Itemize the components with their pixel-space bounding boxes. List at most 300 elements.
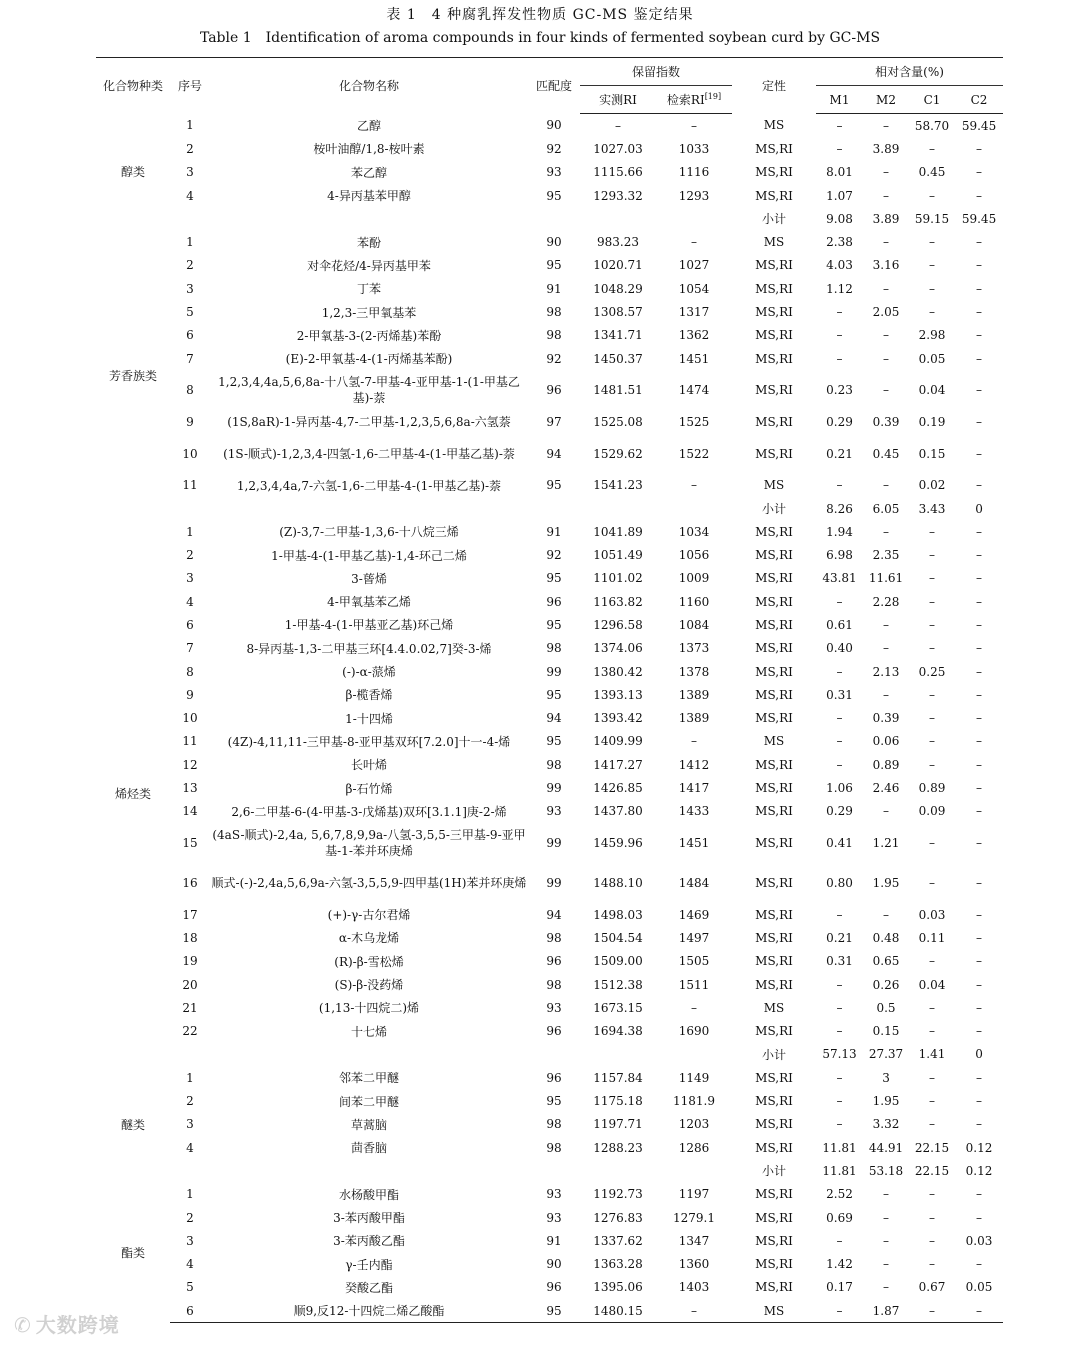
cell-c1: – — [929, 141, 936, 156]
cell-name: (1S,8aR)-1-异丙基-4,7-二甲基-1,2,3,5,6,8a-六氢萘 — [227, 415, 511, 430]
empty-cell — [656, 1043, 732, 1066]
cell-match: 95 — [546, 478, 562, 493]
cell-ri_ref: 1054 — [678, 281, 710, 296]
cell-ri_ref: 1373 — [678, 641, 710, 656]
cell-name: 癸酸乙酯 — [344, 1280, 393, 1295]
cell-no: 1 — [186, 1187, 194, 1202]
cell-name: β-石竹烯 — [345, 781, 393, 796]
cell-c2: – — [976, 876, 983, 891]
cell-m2: 0.48 — [872, 930, 900, 945]
cell-name: α-木乌龙烯 — [338, 931, 400, 946]
cell-c1: – — [929, 836, 936, 851]
table-row — [96, 434, 1003, 474]
cell-ri_ref: – — [691, 235, 697, 250]
cell-m2: 0.39 — [872, 414, 900, 429]
cell-ri_ref: 1149 — [678, 1070, 710, 1085]
cell-c2: – — [976, 141, 983, 156]
cell-c1: – — [929, 1094, 936, 1109]
cell-ri: 1488.10 — [593, 876, 643, 891]
cell-ri_ref: 1279.1 — [673, 1210, 715, 1225]
cell-ri: 1694.38 — [593, 1024, 643, 1039]
cell-match: 94 — [546, 446, 562, 461]
cell-c1: – — [929, 548, 936, 563]
cell-no: 4 — [186, 1140, 194, 1155]
category-cell: 酯类 — [120, 1246, 145, 1261]
cell-no: 1 — [186, 524, 194, 539]
cell-match: 93 — [546, 804, 562, 819]
cell-m1: – — [836, 118, 843, 133]
cell-c1: – — [929, 641, 936, 656]
cell-ri: 1437.80 — [593, 804, 643, 819]
cell-c2: 59.45 — [961, 118, 997, 133]
cell-name: 间苯二甲醚 — [338, 1094, 399, 1109]
cell-c1: 0.15 — [918, 446, 946, 461]
cell-ri: 1288.23 — [593, 1140, 643, 1155]
cell-c1: – — [929, 687, 936, 702]
cell-c1: 0.04 — [918, 383, 946, 398]
cell-no: 10 — [182, 446, 198, 461]
cell-no: 12 — [182, 757, 198, 772]
cell-ri: 1020.71 — [593, 258, 643, 273]
cell-name: 2-甲氧基-3-(2-丙烯基)苯酚 — [296, 328, 442, 343]
table-row — [96, 1206, 1003, 1229]
table-row — [96, 926, 1003, 949]
cell-no: 1 — [186, 1070, 194, 1085]
empty-cell — [210, 1043, 528, 1066]
cell-ri: 1393.13 — [593, 687, 643, 702]
cell-no: 16 — [182, 876, 198, 891]
cell-match: 98 — [546, 757, 562, 772]
table-row — [96, 1020, 1003, 1043]
cell-match: 96 — [546, 383, 562, 398]
cell-c2: – — [976, 687, 983, 702]
cell-c2: – — [976, 548, 983, 563]
table-row — [96, 567, 1003, 590]
cell-match: 96 — [546, 594, 562, 609]
cell-m1: 0.31 — [826, 954, 853, 969]
cell-ri: 1157.84 — [593, 1070, 643, 1085]
cell-id: MS,RI — [755, 1117, 793, 1132]
cell-match: 98 — [546, 305, 562, 320]
cell-c1: 0.11 — [918, 930, 946, 945]
table-row — [96, 1229, 1003, 1252]
cell-m2: – — [883, 351, 890, 366]
cell-ri_ref: 1160 — [678, 594, 710, 609]
cell-no: 7 — [186, 641, 194, 656]
cell-m1: 6.98 — [826, 548, 853, 563]
table-row — [96, 637, 1003, 660]
subtotal-c1: 22.15 — [914, 1163, 950, 1178]
cell-no: 5 — [186, 305, 194, 320]
cell-m1: 8.01 — [826, 165, 853, 180]
cell-match: 93 — [546, 1210, 562, 1225]
cell-ri: 1296.58 — [593, 617, 643, 632]
cell-c2: – — [976, 351, 983, 366]
cell-c2: – — [976, 571, 983, 586]
cell-match: 92 — [546, 141, 562, 156]
cell-no: 6 — [186, 617, 194, 632]
cell-m1: – — [836, 711, 843, 726]
table-row — [96, 1276, 1003, 1299]
cell-m1: – — [836, 757, 843, 772]
cell-c2: – — [976, 1210, 983, 1225]
cell-no: 20 — [182, 977, 198, 992]
cell-c1: 58.70 — [914, 118, 950, 133]
col-ri-ref-label: 检索RI — [666, 93, 705, 107]
cell-c2: 0.03 — [965, 1233, 993, 1248]
cell-m2: – — [883, 617, 890, 632]
cell-no: 4 — [186, 188, 194, 203]
cell-id: MS — [763, 478, 785, 493]
cell-c1: – — [929, 281, 936, 296]
cell-ri: 1308.57 — [593, 305, 643, 320]
cell-name: 4-甲氧基苯乙烯 — [327, 595, 411, 610]
cell-c1: 0.19 — [918, 414, 946, 429]
cell-ri: 1363.28 — [593, 1257, 643, 1272]
cell-id: MS,RI — [755, 524, 793, 539]
cell-match: 95 — [546, 258, 562, 273]
subtotal-row — [96, 1043, 1003, 1066]
table-row — [96, 230, 1003, 253]
cell-m2: – — [883, 687, 890, 702]
cell-name: 2,6-二甲基-6-(4-甲基-3-戊烯基)双环[3.1.1]庚-2-烯 — [231, 804, 507, 819]
cell-ri_ref: 1389 — [678, 687, 710, 702]
cell-ri_ref: 1451 — [678, 836, 710, 851]
cell-id: MS,RI — [755, 328, 793, 343]
cell-c1: 0.02 — [918, 478, 946, 493]
cell-name: 草蒿脑 — [350, 1117, 387, 1132]
cell-ri_ref: – — [691, 1000, 697, 1015]
cell-m1: – — [836, 1024, 843, 1039]
cell-no: 10 — [182, 711, 198, 726]
cell-c2: – — [976, 1000, 983, 1015]
cell-match: 93 — [546, 1187, 562, 1202]
cell-c1: 0.89 — [918, 781, 946, 796]
cell-m2: 0.15 — [872, 1024, 900, 1039]
cell-c1: 0.67 — [918, 1280, 946, 1295]
cell-ri: 1192.73 — [593, 1187, 643, 1202]
cell-ri: 1115.66 — [593, 165, 643, 180]
table-row — [96, 613, 1003, 636]
cell-match: 96 — [546, 954, 562, 969]
cell-id: MS,RI — [755, 383, 793, 398]
cell-id: MS,RI — [755, 414, 793, 429]
cell-ri_ref: – — [656, 1299, 732, 1323]
cell-m2: – — [883, 188, 890, 203]
cell-name: 苯酚 — [356, 235, 381, 250]
cell-c1: – — [929, 1210, 936, 1225]
cell-no: 3 — [186, 165, 194, 180]
cell-ri_ref: 1009 — [678, 571, 710, 586]
subtotal-m2: 53.18 — [868, 1163, 904, 1178]
cell-id: MS,RI — [755, 907, 793, 922]
cell-match: 95 — [546, 1094, 562, 1109]
table-row — [96, 1299, 1003, 1323]
subtotal-c2: 0 — [975, 501, 983, 516]
cell-id: MS,RI — [755, 1280, 793, 1295]
col-ri-measured: 实测RI — [580, 86, 656, 114]
cell-no: 6 — [170, 1299, 210, 1323]
table-row — [96, 300, 1003, 323]
table-body — [96, 114, 1003, 1323]
cell-name: 顺式-(-)-2,4a,5,6,9a-六氢-3,5,5,9-四甲基(1H)苯并环庚烯 — [211, 876, 527, 891]
cell-m2: – — [883, 524, 890, 539]
cell-no: 9 — [186, 414, 194, 429]
cell-no: 3 — [186, 1233, 194, 1248]
cell-ri_ref: 1469 — [678, 907, 710, 922]
cell-m2: – — [883, 328, 890, 343]
subtotal-m1: 9.08 — [826, 211, 853, 226]
table-row — [96, 863, 1003, 903]
table-row — [96, 1252, 1003, 1275]
gcms-table — [96, 57, 1003, 1323]
cell-name: (Z)-3,7-二甲基-1,3,6-十八烷三烯 — [279, 525, 459, 540]
cell-c1: – — [929, 188, 936, 203]
cell-match: 98 — [546, 328, 562, 343]
cell-match: 98 — [546, 1117, 562, 1132]
cell-no: 2 — [186, 141, 194, 156]
cell-ri: 1276.83 — [593, 1210, 643, 1225]
cell-ri: 1393.42 — [593, 711, 643, 726]
cell-ri_ref: 1378 — [678, 664, 710, 679]
table-row — [96, 324, 1003, 347]
empty-cell — [210, 1159, 528, 1182]
cell-c1: – — [929, 594, 936, 609]
cell-name: 对伞花烃/4-异丙基甲苯 — [307, 258, 431, 273]
col-c2: C2 — [955, 86, 1003, 114]
cell-ri_ref: 1505 — [678, 954, 710, 969]
cell-c2: – — [976, 478, 983, 493]
cell-m2: 0.89 — [872, 757, 900, 772]
cell-c2: – — [976, 594, 983, 609]
cell-m1: – — [816, 1299, 863, 1323]
cell-m1: 0.80 — [826, 876, 853, 891]
cell-m2: – — [883, 383, 890, 398]
cell-c1: – — [929, 1070, 936, 1085]
empty-cell — [170, 207, 210, 230]
subtotal-m1: 11.81 — [822, 1163, 857, 1178]
table-row — [96, 800, 1003, 823]
cell-no: 2 — [186, 1210, 194, 1225]
cell-ri: 1504.54 — [593, 930, 643, 945]
table-row — [96, 973, 1003, 996]
cell-c1: – — [909, 1299, 955, 1323]
cell-ri: 1509.00 — [593, 954, 643, 969]
cell-id: MS,RI — [755, 954, 793, 969]
cell-ri: 1048.29 — [593, 281, 643, 296]
cell-m2: 0.45 — [872, 446, 900, 461]
cell-c2: – — [976, 734, 983, 749]
cell-id: MS,RI — [755, 281, 793, 296]
cell-m1: 1.42 — [826, 1257, 853, 1272]
col-m1: M1 — [816, 86, 863, 114]
cell-m2: 0.26 — [872, 977, 900, 992]
cell-m1: 43.81 — [822, 571, 857, 586]
cell-c2: – — [976, 1094, 983, 1109]
cell-id: MS,RI — [755, 1094, 793, 1109]
cell-c2: – — [976, 711, 983, 726]
cell-match: 95 — [546, 188, 562, 203]
cell-m2: 0.39 — [872, 711, 900, 726]
cell-id: MS,RI — [755, 664, 793, 679]
empty-cell — [656, 1159, 732, 1182]
table-row — [96, 410, 1003, 433]
subtotal-label: 小计 — [762, 502, 787, 516]
cell-m1: 0.31 — [826, 687, 853, 702]
subtotal-row — [96, 207, 1003, 230]
empty-cell — [210, 497, 528, 520]
cell-no: 13 — [182, 781, 198, 796]
col-category: 化合物种类 — [96, 58, 170, 114]
cell-id: MS,RI — [755, 1024, 793, 1039]
cell-id: MS,RI — [755, 1210, 793, 1225]
empty-cell — [210, 207, 528, 230]
cell-c2: – — [976, 617, 983, 632]
cell-name: 水杨酸甲酯 — [338, 1187, 399, 1202]
cell-match: 93 — [546, 1000, 562, 1015]
cell-name: (E)-2-甲氧基-4-(1-丙烯基苯酚) — [285, 352, 453, 367]
cell-id: MS,RI — [755, 446, 793, 461]
cell-c2: – — [976, 524, 983, 539]
cell-name: β-榄香烯 — [345, 688, 393, 703]
empty-cell — [170, 1159, 210, 1182]
cell-ri: 1101.02 — [593, 571, 643, 586]
cell-m1: 0.69 — [826, 1210, 853, 1225]
cell-match: 98 — [546, 1140, 562, 1155]
empty-cell — [528, 1043, 580, 1066]
cell-match: 95 — [546, 571, 562, 586]
cell-m1: 0.21 — [826, 930, 853, 945]
table-row — [96, 543, 1003, 566]
cell-ri_ref: 1181.9 — [673, 1094, 715, 1109]
cell-match: 98 — [546, 930, 562, 945]
cell-c1: 0.45 — [918, 165, 946, 180]
cell-no: 8 — [186, 383, 194, 398]
cell-ri: 1395.06 — [593, 1280, 643, 1295]
cell-m2: 11.61 — [868, 571, 904, 586]
empty-cell — [170, 497, 210, 520]
cell-name: 桉叶油醇/1,8-桉叶素 — [313, 142, 425, 157]
subtotal-m2: 27.37 — [868, 1047, 904, 1062]
cell-no: 3 — [186, 281, 194, 296]
cell-id: MS,RI — [755, 1140, 793, 1155]
cell-ri_ref: 1690 — [678, 1024, 710, 1039]
cell-m1: 0.29 — [826, 804, 853, 819]
cell-id: MS,RI — [755, 351, 793, 366]
cell-m1: – — [836, 328, 843, 343]
cell-c1: – — [929, 305, 936, 320]
table-row — [96, 1113, 1003, 1136]
cell-name: (+)-γ-古尔君烯 — [327, 908, 411, 923]
subtotal-c2: 59.45 — [961, 211, 997, 226]
cell-m1: – — [836, 1094, 843, 1109]
cell-ri_ref: 1412 — [678, 757, 710, 772]
cell-m1: 4.03 — [826, 258, 853, 273]
cell-match: 99 — [546, 836, 562, 851]
cell-ri_ref: 1116 — [678, 165, 710, 180]
cell-ri: 983.23 — [597, 235, 639, 250]
cell-m1: 1.94 — [826, 524, 853, 539]
cell-m2: 2.46 — [872, 781, 900, 796]
table-row — [96, 474, 1003, 497]
cell-no: 4 — [186, 594, 194, 609]
cell-ri_ref: – — [691, 734, 697, 749]
cell-ri: 1027.03 — [593, 141, 643, 156]
cell-id: MS — [763, 734, 785, 749]
cell-m2: – — [883, 1187, 890, 1202]
cell-c2: – — [976, 804, 983, 819]
table-row — [96, 370, 1003, 410]
cell-id: MS,RI — [755, 1257, 793, 1272]
cell-no: 5 — [186, 1280, 194, 1295]
cell-c2: – — [976, 907, 983, 922]
cell-match: 96 — [546, 1070, 562, 1085]
cell-m1: – — [836, 478, 843, 493]
cell-ri: 1529.62 — [593, 446, 643, 461]
cell-match: 96 — [546, 1280, 562, 1295]
cell-id: MS,RI — [755, 258, 793, 273]
cell-no: 11 — [182, 478, 198, 493]
cell-id: MS — [763, 235, 785, 250]
cell-m2: – — [883, 641, 890, 656]
cell-m1: – — [836, 734, 843, 749]
cell-id: MS,RI — [755, 305, 793, 320]
cell-c1: – — [929, 1117, 936, 1132]
cell-c1: – — [929, 258, 936, 273]
cell-ri_ref: 1525 — [678, 414, 710, 429]
cell-m2: – — [883, 281, 890, 296]
cell-no: 22 — [182, 1024, 198, 1039]
cell-no: 2 — [186, 258, 194, 273]
cell-m1: 2.52 — [826, 1187, 853, 1202]
cell-c2: – — [976, 977, 983, 992]
cell-no: 21 — [182, 1000, 198, 1015]
table-row — [96, 161, 1003, 184]
cell-m2: 0.5 — [876, 1000, 896, 1015]
cell-match: 91 — [546, 1233, 562, 1248]
cell-ri: 1197.71 — [593, 1117, 643, 1132]
cell-match: 92 — [546, 548, 562, 563]
cell-id: MS,RI — [755, 617, 793, 632]
cell-no: 8 — [186, 664, 194, 679]
cell-match: 93 — [546, 165, 562, 180]
cell-m2: 3.32 — [872, 1117, 900, 1132]
cell-m1: 1.06 — [826, 781, 853, 796]
col-content-group: 相对含量(%) — [816, 58, 1003, 86]
subtotal-row — [96, 1159, 1003, 1182]
cell-no: 3 — [186, 1117, 194, 1132]
cell-match: 99 — [546, 781, 562, 796]
table-row — [96, 137, 1003, 160]
cell-ri_ref: 1474 — [678, 383, 710, 398]
cell-c1: – — [929, 876, 936, 891]
cell-ri_ref: 1317 — [678, 305, 710, 320]
cell-m2: 0.65 — [872, 954, 900, 969]
cell-id: MS,RI — [755, 804, 793, 819]
empty-cell — [528, 497, 580, 520]
table-row — [96, 520, 1003, 543]
col-ri-ref-cite: [19] — [704, 92, 722, 101]
cell-ri_ref: 1027 — [678, 258, 710, 273]
table-row — [96, 347, 1003, 370]
cell-id: MS — [732, 1299, 816, 1323]
cell-c2: – — [976, 930, 983, 945]
col-c1: C1 — [909, 86, 955, 114]
table-row — [96, 683, 1003, 706]
cell-ri: 1459.96 — [593, 836, 643, 851]
cell-m1: 0.23 — [826, 383, 853, 398]
cell-c1: 0.03 — [918, 907, 946, 922]
